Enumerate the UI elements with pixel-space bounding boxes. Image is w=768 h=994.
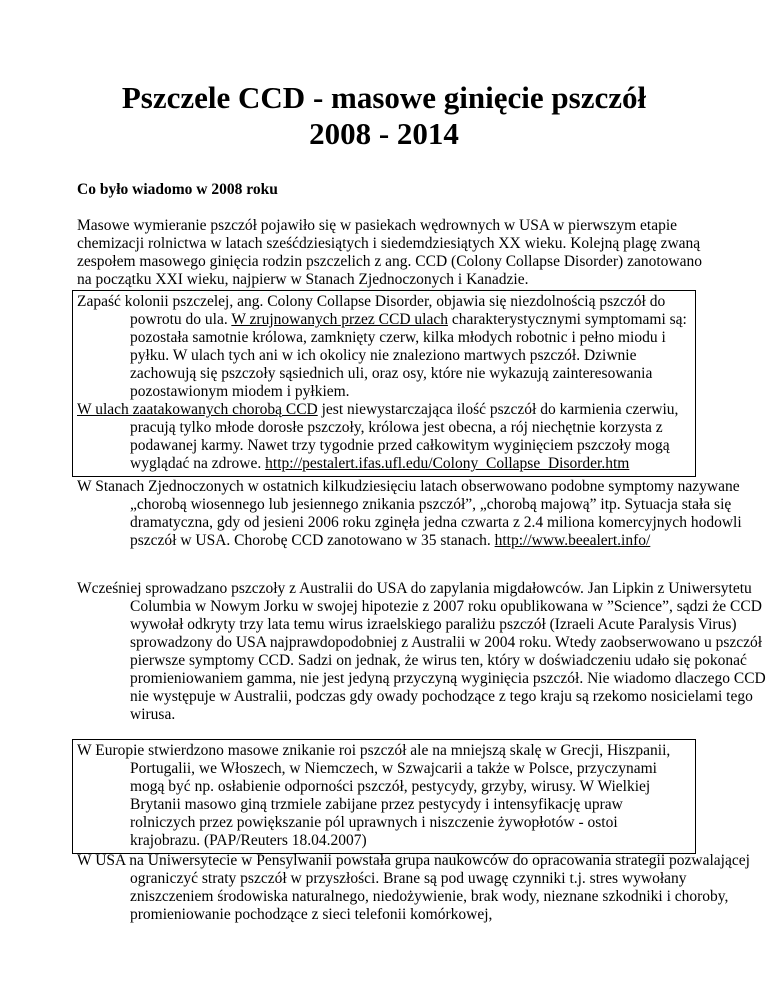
europe-box [72,739,696,854]
box1-paragraph-1: Zapaść kolonii pszczelej, ang. Colony Collapse Disorder, objawia się niezdolnością pszczół do powrotu do ula. W zrujnowanych przez CCD ulach charakterystycznymi symptomami są: pozostała samotnie królowa, zamknięty czerw, kilka młodych robotnic i pełno miodu i pyłku. W ulach tych ani w ich okolicy nie znaleziono martwych pszczół. Dziwnie zachowują się pszczoły sąsiednich uli, oraz osy, które nie wykazują zainteresowania pozostawionym miodem i pyłkiem. [77,293,687,400]
beealert-link[interactable]: http://www.beealert.info/ [494,532,651,549]
australia-paragraph: Wcześniej sprowadzano pszczoły z Australii do USA do zapylania migdałowców. Jan Lipkin z Uniwersytetu Columbia w Nowym Jorku w swojej hipotezie z 2007 roku opublikowana w ”Science”, sądzi że CCD wywołał odkryty trzy lata temu wirus izraelskiego paraliżu pszczół (Izraeli Acute Paralysis Virus) sprowadzony do USA najprawdopodobniej z Australii w 2004 roku. Wtedy zaobserwowano u pszczół pierwsze symptomy CCD. Sadzi on jednak, że wirus ten, który w doświadczeniu udało się pokonać promieniowaniem gamma, nie jest jedyną przyczyną wyginięcia pszczół. Nie wiadomo dlaczego CCD nie występuje w Australii, podczas gdy owady pochodzące z tego kraju są rzekomo nosicielami tego wirusa. [77,580,766,723]
box1-paragraph-2: W ulach zaatakowanych chorobą CCD jest niewystarczająca ilość pszczół do karmienia czerwiu, pracują tylko młode dorosłe pszczoły, królowa jest obecna, a rój niechętnie korzysta z podawanej karmy. Nawet trzy tygodnie przed całkowitym wyginięciem pszczoły mogą wyglądać na zdrowe. http://pestalert.ifas.ufl.edu/Colony_Collapse_Disorder.htm [77,401,679,472]
underlined-phrase-ruined-hives: W zrujnowanych przez CCD ulach [231,311,448,328]
underlined-phrase-attacked-hives: W ulach zaatakowanych chorobą CCD [77,401,318,418]
page-title [0,80,768,152]
ccd-definition-box [72,290,696,477]
pestalert-link[interactable]: http://pestalert.ifas.ufl.edu/Colony_Collapse_Disorder.htm [265,455,630,472]
title-line-2: 2008 - 2014 [309,116,459,151]
intro-paragraph: Masowe wymieranie pszczół pojawiło się w pasiekach wędrownych w USA w pierwszym etapie chemizacji rolnictwa w latach sześćdziesiątych i siedemdziesiątych XX wieku. Kolejną plagę zwaną zespołem masowego ginięcia rodzin pszczelich z ang. CCD (Colony Collapse Disorder) zanotowano na początku XXI wieku, najpierw w Stanach Zjednoczonych i Kanadzie. [77,217,702,288]
pennsylvania-paragraph: W USA na Uniwersytecie w Pensylwanii powstała grupa naukowców do opracowania strategii pozwalającej ograniczyć straty pszczół w przyszłości. Brane są pod uwagę czynniki t.j. stres wywołany zniszczeniem środowiska naturalnego, niedożywienie, brak wody, nieznane szkodniki i choroby, promieniowanie pochodzące z sieci telefonii komórkowej, [77,852,750,923]
box2-paragraph: W Europie stwierdzono masowe znikanie roi pszczół ale na mniejszą skalę w Grecji, Hiszpanii, Portugalii, we Włoszech, w Niemczech, w Szwajcarii a także w Polsce, przyczynami mogą być np. osłabienie odporności pszczół, pestycydy, grzyby, wirusy. W Wielkiej Brytanii masowo giną trzmiele zabijane przez pestycydy i intensyfikację upraw rolniczych przez powiększanie pól uprawnych i niszczenie żywopłotów - ostoi krajobrazu. (PAP/Reuters 18.04.2007) [77,742,671,849]
section-heading: Co było wiadomo w 2008 roku [77,181,278,198]
title-line-1: Pszczele CCD - masowe ginięcie pszczół [121,80,647,115]
usa-paragraph: W Stanach Zjednoczonych w ostatnich kilkudziesięciu latach obserwowano podobne symptomy nazywane „chorobą wiosennego lub jesiennego znikania pszczół”, „chorobą majową” itp. Sytuacja stała się dramatyczna, gdy od jesieni 2006 roku zginęła jedna czwarta z 2.4 miliona komercyjnych hodowli pszczół w USA. Chorobę CCD zanotowano w 35 stanach. http://www.beealert.info/ [77,478,742,549]
